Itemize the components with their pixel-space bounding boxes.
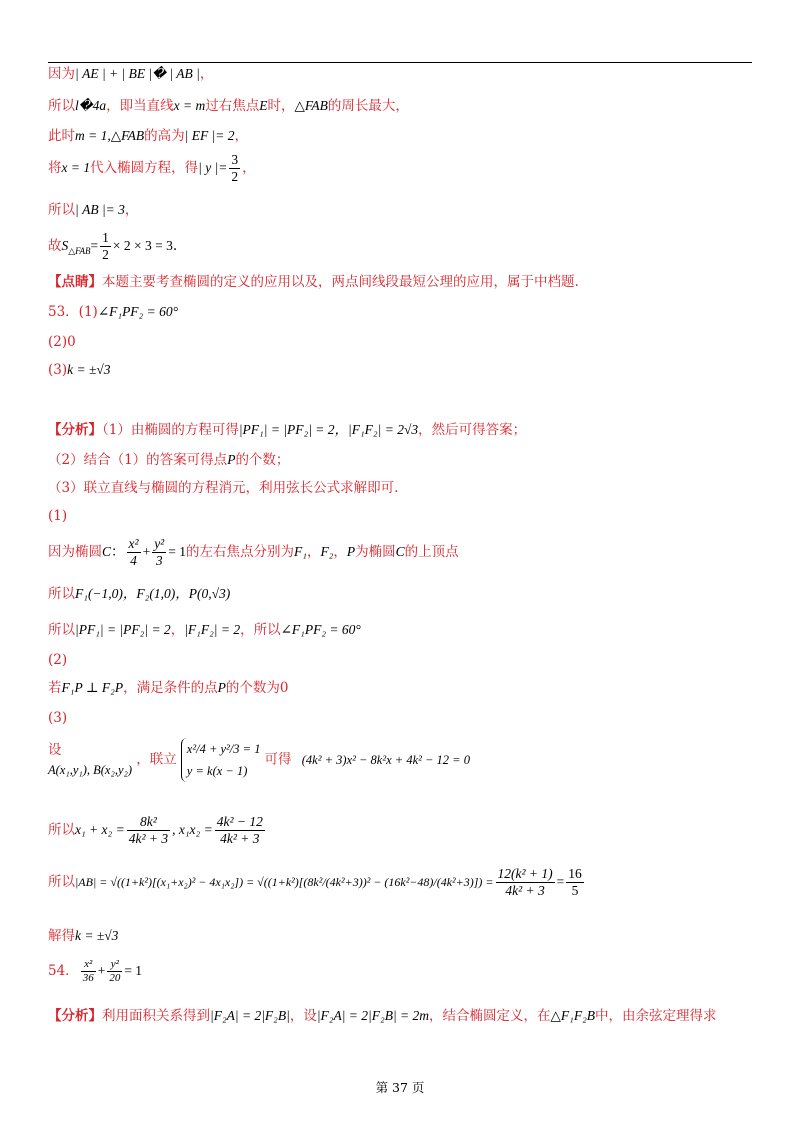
fenxi-54-line: 【分析】利用面积关系得到|F₂A| = 2|F₂B|，设|F₂A| = 2|F₂B| = 2m，结合椭圆定义，在△F₁F₂B中，由余弦定理得求 <box>48 1008 717 1024</box>
part-2-label: (2) <box>48 652 68 668</box>
fenxi-line-3: （3）联立直线与椭圆的方程消元，利用弦长公式求解即可. <box>48 480 399 496</box>
part-1-line-3: 所以|PF₁| = |PF₂| = 2，|F₁F₂| = 2，所以∠F₁PF₂ = 60° <box>48 622 361 638</box>
line-4: 将x = 1代入椭圆方程，得| y |= $\frac{3}{2}$ ， <box>48 152 256 185</box>
line-3: 此时m = 1,△FAB的高为| EF |= 2， <box>48 128 249 144</box>
line-6: 故$S_{\triangle FAB}=$ $\frac{1}{2}$ × 2 × 3 = 3. <box>48 230 178 263</box>
line-5: 所以| AB |= 3， <box>48 202 139 218</box>
q53-answer-2: (2)0 <box>48 334 76 350</box>
part-3-line-1: 设 A(x₁,y₁), B(x₂,y₂) ，联立 x²/4 + y²/3 = 1 y = k(x − 1) 可得 (4k² + 3)x² − 8k²x + 4k² − 12 = 0 <box>48 738 470 782</box>
part-3-line-2: 所以x₁ + x₂ = $\frac{\text{8k²}}{\text{4k² + 3}}$ , x₁x₂ = $\frac{\text{4k² − 12}}{\text{4k² + 3}}$ <box>48 814 263 847</box>
fenxi-line-2: （2）结合（1）的答案可得点P的个数； <box>48 452 290 468</box>
part-1-line-2: 所以F₁(−1,0)，F₂(1,0)，P(0,√3) <box>48 586 231 602</box>
part-3-line-3: 所以|AB| = √((1+k²)[(x₁+x₂)² − 4x₁x₂]) = √((1+k²)[(8k²/(4k²+3))² − (16k²−48)/(4k²+3)]) = $\frac{\text{12(k² + 1)}}{\text{4k² + 3}}$ = $\frac{16}{5}$ <box>48 866 582 899</box>
part-1-label: (1) <box>48 508 68 524</box>
part-3-label: (3) <box>48 710 68 726</box>
part-1-line-1: 因为椭圆C： $\frac{\text{x²}}{4}$ + $\frac{\text{y²}}{3}$ = 1的左右焦点分别为F₁，F₂，P为椭圆C的上顶点 <box>48 536 459 569</box>
line-2: 所以l�4a，即当直线x = m过右焦点E时，△FAB的周长最大， <box>48 98 409 114</box>
header-rule <box>48 62 752 63</box>
line-1: 因为| AE | + | BE |� | AB |， <box>48 66 214 82</box>
q53-answer-1: 53．(1)∠F₁PF₂ = 60° <box>48 304 179 320</box>
q54-answer: 54． $\frac{\text{x²}}{36}$ + $\frac{\text{y²}}{20}$ = 1 <box>48 958 143 985</box>
page-footer: 第 37 页 <box>375 1080 425 1095</box>
dianjing-line: 【点睛】本题主要考查椭圆的定义的应用以及，两点间线段最短公理的应用，属于中档题. <box>48 274 579 290</box>
fenxi-line-1: 【分析】（1）由椭圆的方程可得|PF₁| = |PF₂| = 2，|F₁F₂| = 2√3，然后可得答案； <box>48 422 527 438</box>
part-2-line: 若F₁P ⊥ F₂P，满足条件的点P的个数为0 <box>48 680 289 696</box>
part-3-line-4: 解得k = ±√3 <box>48 928 119 944</box>
q53-answer-3: (3)k = ±√3 <box>48 362 111 378</box>
